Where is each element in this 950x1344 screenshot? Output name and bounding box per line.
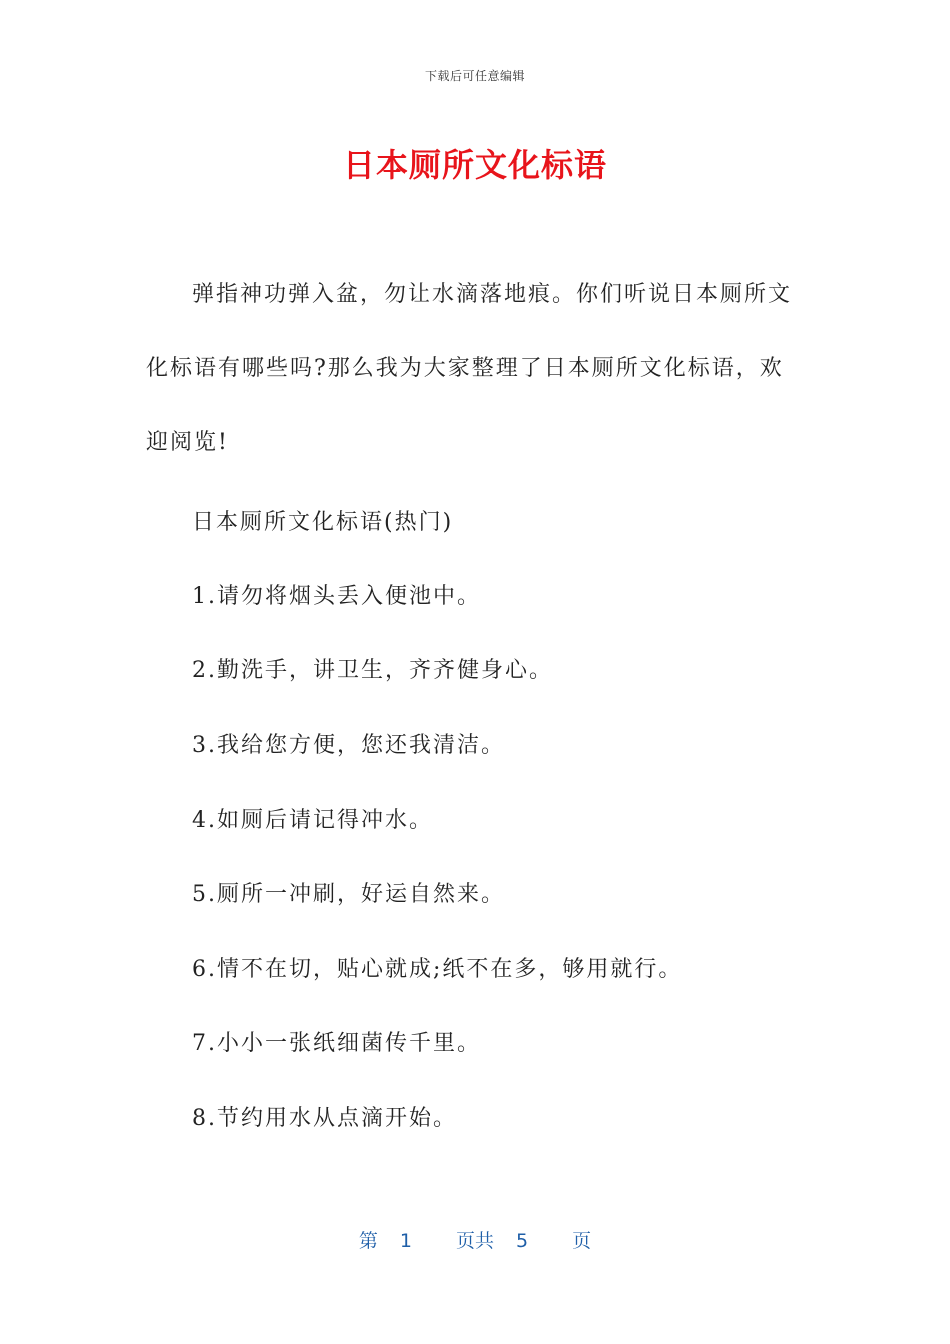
list-item: 7.小小一张纸细菌传千里。 <box>192 1031 481 1056</box>
list-item: 1.请勿将烟头丢入便池中。 <box>192 584 481 609</box>
list-item: 5.厕所一冲刷，好运自然来。 <box>192 882 505 907</box>
list-item: 2.勤洗手，讲卫生，齐齐健身心。 <box>192 658 553 683</box>
current-page-number: 1 <box>399 1230 412 1252</box>
page-label-suffix: 页 <box>572 1230 592 1252</box>
page-label-mid: 页共 <box>455 1230 494 1252</box>
section-heading: 日本厕所文化标语(热门) <box>192 510 454 535</box>
intro-paragraph: 弹指神功弹入盆，勿让水滴落地痕。你们听说日本厕所文化标语有哪些吗?那么我为大家整理了日本厕所文化标语，欢迎阅览! <box>146 282 793 455</box>
total-pages-number: 5 <box>516 1230 529 1252</box>
document-title: 日本厕所文化标语 <box>342 146 607 184</box>
page-label-prefix: 第 <box>358 1230 378 1252</box>
list-item: 4.如厕后请记得冲水。 <box>192 808 433 833</box>
header-note: 下载后可任意编辑 <box>424 69 525 83</box>
list-item: 8.节约用水从点滴开始。 <box>192 1106 457 1131</box>
list-item: 6.情不在切，贴心就成;纸不在多，够用就行。 <box>192 957 683 982</box>
list-item: 3.我给您方便，您还我清洁。 <box>192 733 505 758</box>
page-footer <box>0 1226 950 1253</box>
